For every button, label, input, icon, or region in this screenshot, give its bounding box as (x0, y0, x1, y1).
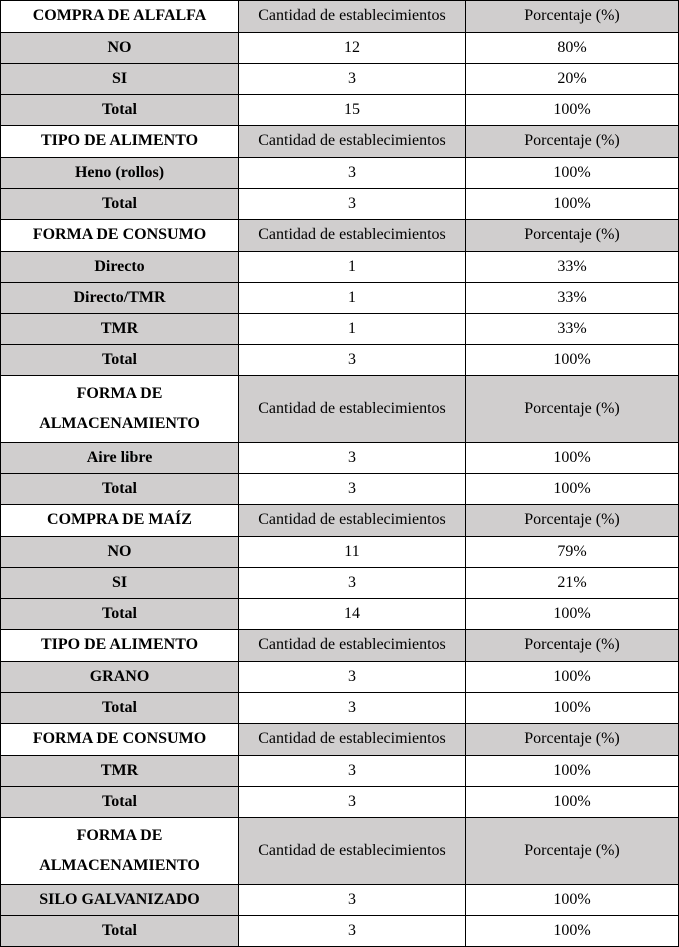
row-label: SI (1, 64, 239, 95)
section-title: TIPO DE ALIMENTO (1, 126, 239, 158)
row-label: Total (1, 189, 239, 220)
table-row (1, 693, 679, 724)
count-header: Cantidad de establecimientos (239, 724, 466, 756)
section-title: FORMA DE ALMACENAMIENTO (1, 376, 239, 443)
count-cell: 12 (239, 33, 466, 64)
count-header: Cantidad de establecimientos (239, 376, 466, 443)
table-row (1, 443, 679, 474)
table-row (1, 95, 679, 126)
row-label: Heno (rollos) (1, 158, 239, 189)
table-row (1, 787, 679, 818)
percentage-cell: 100% (466, 916, 679, 947)
count-cell: 15 (239, 95, 466, 126)
row-label: Directo (1, 252, 239, 283)
percentage-header: Porcentaje (%) (466, 1, 679, 33)
count-cell: 3 (239, 885, 466, 916)
percentage-cell: 20% (466, 64, 679, 95)
row-label: GRANO (1, 662, 239, 693)
percentage-cell: 100% (466, 345, 679, 376)
table-row (1, 599, 679, 630)
row-label: SI (1, 568, 239, 599)
section-title: FORMA DE CONSUMO (1, 220, 239, 252)
row-label: Directo/TMR (1, 283, 239, 314)
row-label: NO (1, 537, 239, 568)
section-header-row (1, 1, 679, 33)
table-row (1, 64, 679, 95)
percentage-cell: 100% (466, 693, 679, 724)
section-title: COMPRA DE ALFALFA (1, 1, 239, 33)
percentage-cell: 100% (466, 474, 679, 505)
count-header: Cantidad de establecimientos (239, 126, 466, 158)
count-header: Cantidad de establecimientos (239, 220, 466, 252)
row-label: Total (1, 599, 239, 630)
count-cell: 3 (239, 568, 466, 599)
table-row (1, 283, 679, 314)
count-cell: 1 (239, 252, 466, 283)
count-cell: 3 (239, 474, 466, 505)
row-label: Total (1, 95, 239, 126)
row-label: SILO GALVANIZADO (1, 885, 239, 916)
row-label: Total (1, 916, 239, 947)
count-header: Cantidad de establecimientos (239, 630, 466, 662)
section-header-row (1, 724, 679, 756)
count-cell: 1 (239, 314, 466, 345)
percentage-cell: 33% (466, 252, 679, 283)
row-label: Total (1, 693, 239, 724)
row-label: Total (1, 345, 239, 376)
count-cell: 3 (239, 64, 466, 95)
table-row (1, 885, 679, 916)
count-header: Cantidad de establecimientos (239, 505, 466, 537)
section-header-row (1, 376, 679, 443)
section-title: TIPO DE ALIMENTO (1, 630, 239, 662)
percentage-header: Porcentaje (%) (466, 724, 679, 756)
percentage-header: Porcentaje (%) (466, 505, 679, 537)
count-cell: 3 (239, 756, 466, 787)
table-row (1, 474, 679, 505)
table-row (1, 33, 679, 64)
table-row (1, 314, 679, 345)
section-title: FORMA DE ALMACENAMIENTO (1, 818, 239, 885)
table-row (1, 252, 679, 283)
section-header-row (1, 126, 679, 158)
percentage-header: Porcentaje (%) (466, 630, 679, 662)
percentage-cell: 79% (466, 537, 679, 568)
section-header-row (1, 220, 679, 252)
section-title: FORMA DE CONSUMO (1, 724, 239, 756)
percentage-cell: 80% (466, 33, 679, 64)
row-label: Total (1, 787, 239, 818)
count-cell: 11 (239, 537, 466, 568)
count-cell: 3 (239, 345, 466, 376)
percentage-cell: 100% (466, 158, 679, 189)
percentage-header: Porcentaje (%) (466, 818, 679, 885)
table-row (1, 568, 679, 599)
row-label: Total (1, 474, 239, 505)
section-header-row (1, 505, 679, 537)
count-cell: 3 (239, 662, 466, 693)
count-cell: 3 (239, 443, 466, 474)
count-header: Cantidad de establecimientos (239, 1, 466, 33)
table-row (1, 345, 679, 376)
percentage-header: Porcentaje (%) (466, 126, 679, 158)
table-row (1, 158, 679, 189)
count-header: Cantidad de establecimientos (239, 818, 466, 885)
section-header-row (1, 818, 679, 885)
percentage-cell: 100% (466, 756, 679, 787)
table-row (1, 189, 679, 220)
percentage-cell: 33% (466, 314, 679, 345)
percentage-cell: 100% (466, 599, 679, 630)
row-label: TMR (1, 314, 239, 345)
percentage-cell: 100% (466, 787, 679, 818)
row-label: NO (1, 33, 239, 64)
percentage-cell: 100% (466, 662, 679, 693)
percentage-cell: 33% (466, 283, 679, 314)
percentage-cell: 100% (466, 885, 679, 916)
table-row (1, 537, 679, 568)
percentage-header: Porcentaje (%) (466, 220, 679, 252)
percentage-cell: 100% (466, 443, 679, 474)
section-title: COMPRA DE MAÍZ (1, 505, 239, 537)
table-row (1, 756, 679, 787)
table-row (1, 662, 679, 693)
count-cell: 14 (239, 599, 466, 630)
count-cell: 3 (239, 916, 466, 947)
section-header-row (1, 630, 679, 662)
percentage-cell: 21% (466, 568, 679, 599)
count-cell: 3 (239, 158, 466, 189)
table-body (1, 1, 679, 947)
count-cell: 3 (239, 787, 466, 818)
percentage-cell: 100% (466, 95, 679, 126)
percentage-cell: 100% (466, 189, 679, 220)
row-label: TMR (1, 756, 239, 787)
count-cell: 3 (239, 693, 466, 724)
percentage-header: Porcentaje (%) (466, 376, 679, 443)
count-cell: 3 (239, 189, 466, 220)
row-label: Aire libre (1, 443, 239, 474)
count-cell: 1 (239, 283, 466, 314)
